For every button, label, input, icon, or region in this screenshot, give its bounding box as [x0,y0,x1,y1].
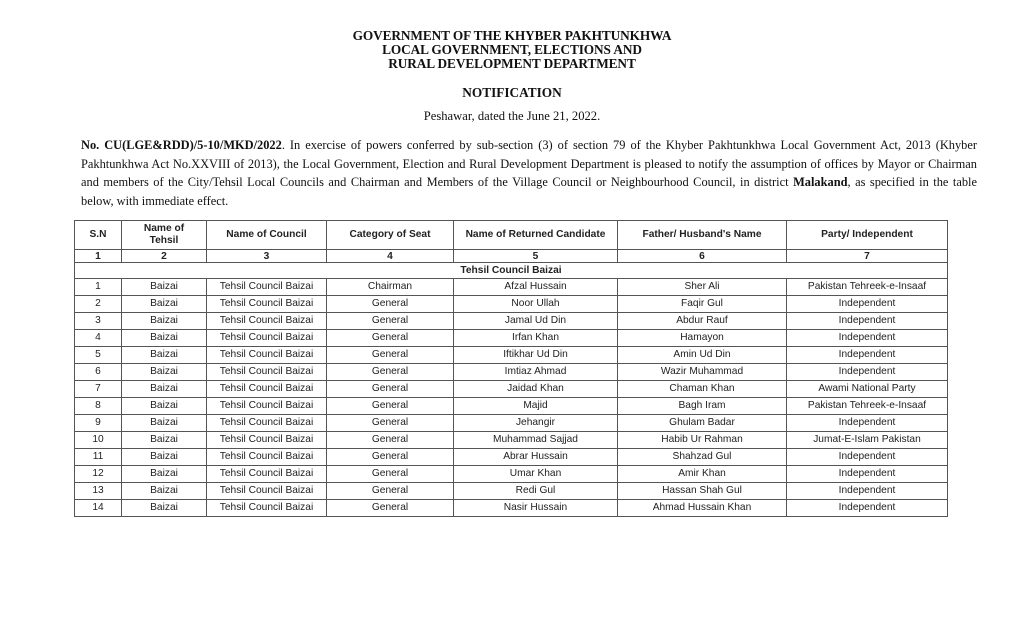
cell-tehsil: Baizai [122,466,207,483]
col-header-tehsil: Name of Tehsil [122,221,207,250]
cell-father-husband: Ghulam Badar [618,415,787,432]
cell-tehsil: Baizai [122,432,207,449]
cell-sn: 12 [75,466,122,483]
cell-party: Independent [787,296,948,313]
col-number: 4 [327,250,454,263]
col-number: 7 [787,250,948,263]
table-row [75,415,948,432]
cell-candidate: Jamal Ud Din [454,313,618,330]
section-title: Tehsil Council Baizai [75,263,948,279]
cell-party: Independent [787,347,948,364]
table-header-row [75,221,948,250]
cell-sn: 9 [75,415,122,432]
cell-category: General [327,313,454,330]
table-row [75,296,948,313]
cell-category: General [327,432,454,449]
cell-sn: 1 [75,279,122,296]
cell-sn: 11 [75,449,122,466]
cell-council: Tehsil Council Baizai [207,483,327,500]
cell-council: Tehsil Council Baizai [207,500,327,517]
cell-tehsil: Baizai [122,415,207,432]
table-row [75,398,948,415]
cell-council: Tehsil Council Baizai [207,313,327,330]
table-row [75,279,948,296]
cell-council: Tehsil Council Baizai [207,296,327,313]
cell-sn: 6 [75,364,122,381]
cell-category: General [327,296,454,313]
cell-candidate: Muhammad Sajjad [454,432,618,449]
table-row [75,500,948,517]
cell-candidate: Afzal Hussain [454,279,618,296]
cell-candidate: Iftikhar Ud Din [454,347,618,364]
cell-sn: 14 [75,500,122,517]
dated-line: Peshawar, dated the June 21, 2022. [423,109,601,123]
cell-tehsil: Baizai [122,381,207,398]
header-line-rural: RURAL DEVELOPMENT DEPARTMENT [388,56,636,71]
cell-category: General [327,500,454,517]
cell-council: Tehsil Council Baizai [207,330,327,347]
cell-father-husband: Habib Ur Rahman [618,432,787,449]
cell-council: Tehsil Council Baizai [207,364,327,381]
cell-sn: 2 [75,296,122,313]
cell-candidate: Majid [454,398,618,415]
cell-father-husband: Shahzad Gul [618,449,787,466]
cell-category: General [327,483,454,500]
table-row [75,432,948,449]
table-row [75,381,948,398]
col-number: 3 [207,250,327,263]
cell-tehsil: Baizai [122,347,207,364]
cell-category: Chairman [327,279,454,296]
cell-father-husband: Amin Ud Din [618,347,787,364]
notification-paragraph [81,136,977,210]
cell-sn: 8 [75,398,122,415]
cell-council: Tehsil Council Baizai [207,432,327,449]
cell-tehsil: Baizai [122,279,207,296]
cell-party: Independent [787,466,948,483]
table-row [75,313,948,330]
cell-party: Independent [787,364,948,381]
cell-sn: 4 [75,330,122,347]
cell-father-husband: Hamayon [618,330,787,347]
col-header-sn: S.N [75,221,122,250]
cell-sn: 5 [75,347,122,364]
cell-council: Tehsil Council Baizai [207,279,327,296]
cell-sn: 7 [75,381,122,398]
cell-tehsil: Baizai [122,313,207,330]
cell-party: Awami National Party [787,381,948,398]
cell-tehsil: Baizai [122,449,207,466]
cell-candidate: Imtiaz Ahmad [454,364,618,381]
cell-council: Tehsil Council Baizai [207,347,327,364]
cell-council: Tehsil Council Baizai [207,415,327,432]
cell-party: Pakistan Tehreek-e-Insaaf [787,279,948,296]
cell-party: Independent [787,483,948,500]
cell-council: Tehsil Council Baizai [207,466,327,483]
cell-father-husband: Hassan Shah Gul [618,483,787,500]
cell-party: Jumat-E-Islam Pakistan [787,432,948,449]
table-row [75,330,948,347]
col-number: 1 [75,250,122,263]
col-number: 2 [122,250,207,263]
cell-sn: 3 [75,313,122,330]
cell-candidate: Noor Ullah [454,296,618,313]
col-header-father-husband: Father/ Husband's Name [618,221,787,250]
col-number: 6 [618,250,787,263]
cell-father-husband: Ahmad Hussain Khan [618,500,787,517]
cell-sn: 13 [75,483,122,500]
table-row [75,347,948,364]
cell-father-husband: Sher Ali [618,279,787,296]
table-row [75,364,948,381]
cell-candidate: Redi Gul [454,483,618,500]
col-header-council: Name of Council [207,221,327,250]
cell-category: General [327,415,454,432]
cell-candidate: Umar Khan [454,466,618,483]
cell-sn: 10 [75,432,122,449]
cell-candidate: Nasir Hussain [454,500,618,517]
cell-tehsil: Baizai [122,296,207,313]
cell-tehsil: Baizai [122,500,207,517]
cell-candidate: Jehangir [454,415,618,432]
cell-category: General [327,449,454,466]
section-row [75,263,948,279]
cell-father-husband: Bagh Iram [618,398,787,415]
table-row [75,466,948,483]
cell-party: Independent [787,415,948,432]
cell-tehsil: Baizai [122,330,207,347]
cell-party: Pakistan Tehreek-e-Insaaf [787,398,948,415]
table-row [75,449,948,466]
cell-father-husband: Faqir Gul [618,296,787,313]
reference-number: No. CU(LGE&RDD)/5-10/MKD/2022 [81,138,282,152]
cell-candidate: Jaidad Khan [454,381,618,398]
cell-category: General [327,398,454,415]
paragraph-text-2: , as specified in the table below, with immediate effect. [81,175,977,208]
cell-candidate: Irfan Khan [454,330,618,347]
cell-party: Independent [787,500,948,517]
cell-category: General [327,381,454,398]
district-name: Malakand [793,175,848,189]
header-line-department: LOCAL GOVERNMENT, ELECTIONS AND [382,42,642,57]
col-header-category: Category of Seat [327,221,454,250]
col-header-candidate: Name of Returned Candidate [454,221,618,250]
notification-title: NOTIFICATION [462,85,562,100]
cell-tehsil: Baizai [122,398,207,415]
cell-category: General [327,364,454,381]
cell-father-husband: Abdur Rauf [618,313,787,330]
cell-category: General [327,347,454,364]
col-number: 5 [454,250,618,263]
paragraph-text-1: . In exercise of powers conferred by sub-section (3) of section 79 of the Khyber Pakhtunkhwa Local Government Act, 2013 (Khyber Pakhtunkhwa Act No.XXVIII of 2013), the Local Government, Election and Rural Development Department is pleased to notify the assumption of offices by Mayor or Chairman and members of the City/Tehsil Local Councils and Chairman and Members of the Village Council or Neighbourhood Council, in district [81,138,977,189]
cell-tehsil: Baizai [122,483,207,500]
cell-council: Tehsil Council Baizai [207,449,327,466]
col-header-party: Party/ Independent [787,221,948,250]
cell-tehsil: Baizai [122,364,207,381]
document-header [0,29,1024,71]
cell-father-husband: Wazir Muhammad [618,364,787,381]
cell-council: Tehsil Council Baizai [207,381,327,398]
candidates-table [74,220,948,517]
cell-council: Tehsil Council Baizai [207,398,327,415]
cell-party: Independent [787,313,948,330]
cell-category: General [327,466,454,483]
cell-father-husband: Chaman Khan [618,381,787,398]
cell-candidate: Abrar Hussain [454,449,618,466]
column-number-row [75,250,948,263]
header-line-government: GOVERNMENT OF THE KHYBER PAKHTUNKHWA [352,28,672,43]
cell-party: Independent [787,449,948,466]
table-row [75,483,948,500]
cell-father-husband: Amir Khan [618,466,787,483]
cell-party: Independent [787,330,948,347]
cell-category: General [327,330,454,347]
